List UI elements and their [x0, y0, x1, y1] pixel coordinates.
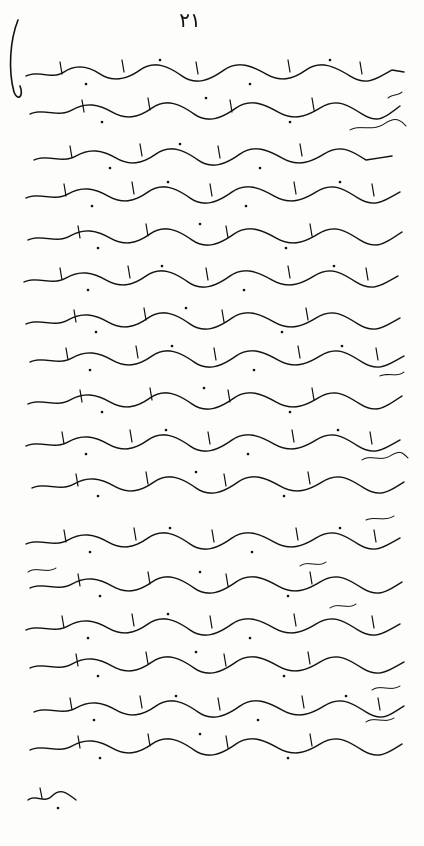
script-line [26, 429, 400, 456]
script-line [26, 181, 400, 208]
script-line [30, 651, 404, 678]
script-line [30, 92, 402, 123]
script-line [34, 120, 406, 170]
script-line [28, 372, 404, 413]
script-line [28, 562, 402, 597]
script-line [30, 718, 402, 759]
script-line [24, 265, 398, 292]
script-line [34, 686, 404, 721]
script-line [26, 59, 404, 86]
page-number: ٢١ [179, 8, 201, 32]
script-line [26, 604, 400, 639]
script-line [28, 223, 402, 250]
script-line [30, 345, 404, 372]
script-line [32, 452, 408, 497]
script-line-closing [28, 788, 76, 809]
script-line [26, 307, 400, 334]
script-line [26, 516, 400, 553]
